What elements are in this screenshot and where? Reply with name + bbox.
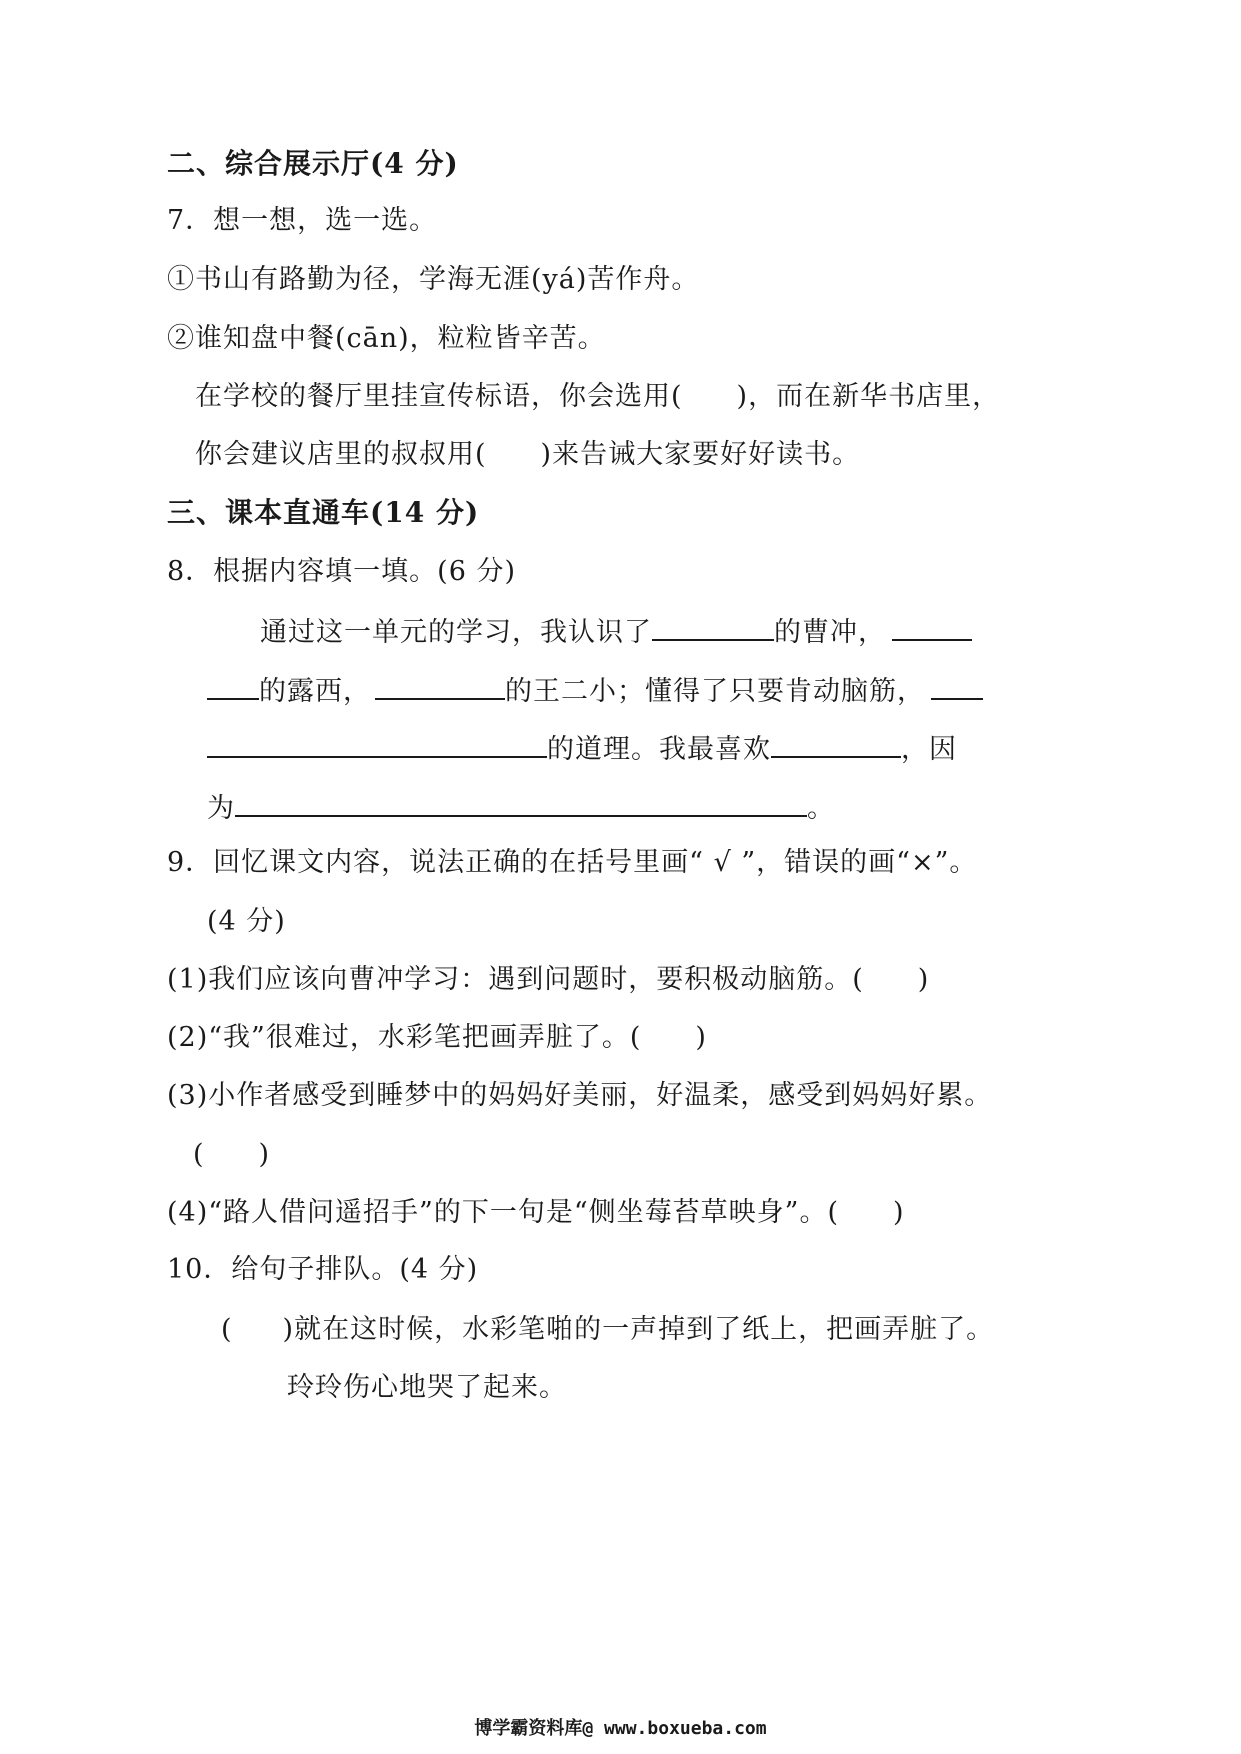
q7-line-2-a: 你会建议店里的叔叔用( [195,439,487,470]
q10-sentence-1-cont: 玲玲伤心地哭了起来。 [287,1372,567,1403]
paren-close: ) [917,964,930,995]
q7-line-1 [195,380,1000,414]
q9-item-1-text: (1)我们应该向曹冲学习：遇到问题时，要积极动脑筋。( [167,964,864,995]
q8-line-2 [207,672,983,709]
q7-line-1-a: 在学校的餐厅里挂宣传标语，你会选用( [195,381,683,412]
fill-blank[interactable] [652,613,774,641]
q8-line-4-a: 为 [207,793,235,824]
q9-item-3-paren [193,1138,270,1172]
fill-blank[interactable] [235,789,807,817]
fill-blank[interactable] [207,672,259,700]
q8-title: 8．根据内容填一填。(6 分) [167,556,517,587]
q7-option-1: ①书山有路勤为径，学海无涯(yá)苦作舟。 [167,264,700,295]
q8-line-2-b: 的王二小；懂得了只要肯动脑筋， [505,676,925,707]
q9-item-4-text: (4)“路人借问遥招手”的下一句是“侧坐莓苔草映身”。( [167,1197,839,1228]
q9-score: (4 分) [207,906,286,937]
fill-blank[interactable] [375,672,505,700]
q8-line-1-b: 的曹冲， [774,617,886,648]
q8-line-1-a: 通过这一单元的学习，我认识了 [260,617,652,648]
paren-open: ( [221,1314,233,1345]
q9-title: 9．回忆课文内容，说法正确的在括号里画“ √ ”，错误的画“×”。 [167,847,978,878]
paren-close: ) [695,1022,707,1053]
q8-line-3-a: 的道理。我最喜欢 [547,734,771,765]
fill-blank[interactable] [771,730,901,758]
q10-title: 10．给句子排队。(4 分) [167,1254,479,1285]
q9-item-2 [167,1021,707,1055]
footer-watermark: 博学霸资料库@ www.boxueba.com [474,1718,767,1739]
q8-line-3-b: ，因 [901,734,957,765]
paren-open: ( [193,1139,205,1170]
q8-line-4-b: 。 [807,793,835,824]
fill-blank[interactable] [892,613,972,641]
section-2-heading: 二、综合展示厅(4 分) [167,147,459,180]
paren-close: ) [258,1139,271,1170]
q9-item-1 [167,963,929,997]
q8-line-4 [207,789,835,826]
fill-blank[interactable] [207,730,547,758]
q7-line-2 [195,438,860,472]
fill-blank[interactable] [931,672,983,700]
q8-line-2-a: 的露西， [259,676,371,707]
q8-line-3 [207,730,957,767]
q9-item-2-text: (2)“我”很难过，水彩笔把画弄脏了。( [167,1022,642,1053]
q10-sentence-1 [221,1313,994,1347]
q8-line-1 [260,613,972,650]
section-3-heading: 三、课本直通车(14 分) [167,496,480,529]
q10-sentence-1-text: )就在这时候，水彩笔啪的一声掉到了纸上，把画弄脏了。 [282,1314,995,1345]
q7-option-2: ②谁知盘中餐(cān)，粒粒皆辛苦。 [167,323,606,354]
q7-line-1-b: )，而在新华书店里， [736,381,1001,412]
q7-title: 7．想一想，选一选。 [167,205,438,236]
q7-line-2-b: )来告诫大家要好好读书。 [540,439,861,470]
q9-item-4 [167,1196,905,1230]
q9-item-3: (3)小作者感受到睡梦中的妈妈好美丽，好温柔，感受到妈妈好累。 [167,1080,993,1111]
paren-close: ) [893,1197,905,1228]
